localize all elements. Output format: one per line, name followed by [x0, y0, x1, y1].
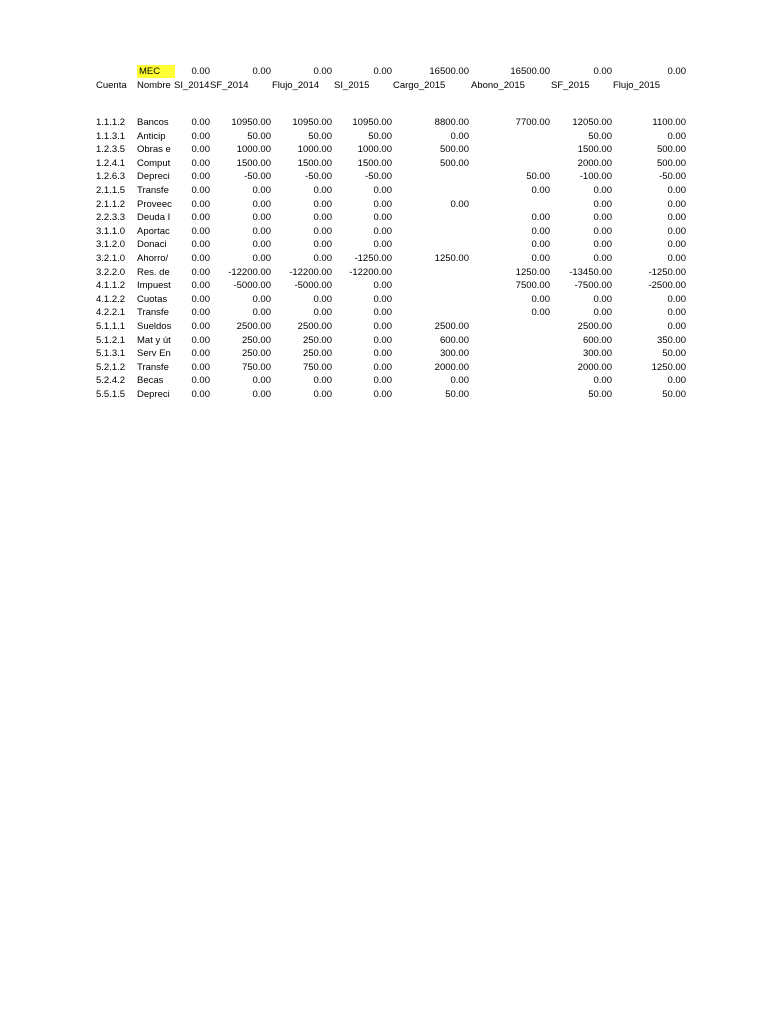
- table-row: [0, 211, 768, 224]
- nombre-cell[interactable]: Depreci: [137, 171, 170, 183]
- sf-2015-cell[interactable]: 0.00: [593, 198, 612, 210]
- total-si-2015[interactable]: 0.00: [373, 66, 392, 77]
- nombre-cell[interactable]: Depreci: [137, 389, 170, 400]
- cargo-2015-cell[interactable]: [392, 211, 469, 224]
- table-row: [0, 225, 768, 238]
- flujo-2015-cell[interactable]: -50.00: [659, 171, 686, 183]
- table-row: [0, 266, 768, 279]
- header-si-2015[interactable]: SI_2015: [334, 80, 370, 91]
- si-2014-cell[interactable]: 0.00: [191, 307, 210, 319]
- si-2014-cell[interactable]: 0.00: [191, 334, 210, 346]
- cuenta-cell[interactable]: 3.1.2.0: [96, 239, 126, 251]
- total-flujo-2014[interactable]: 0.00: [313, 66, 332, 77]
- total-cargo-2015[interactable]: 16500.00: [429, 66, 469, 77]
- sf-2015-cell[interactable]: 50.00: [588, 130, 612, 142]
- abono-2015-cell[interactable]: 0.00: [531, 185, 550, 196]
- nombre-cell[interactable]: Transfe: [137, 185, 169, 196]
- header-flujo-2014[interactable]: Flujo_2014: [272, 80, 320, 91]
- flujo-2015-cell[interactable]: 0.00: [667, 293, 686, 305]
- cuenta-cell[interactable]: 3.1.1.0: [96, 225, 126, 237]
- sf-2015-cell[interactable]: 0.00: [593, 225, 612, 237]
- mec-label-cell[interactable]: MEC: [137, 65, 175, 78]
- si-2015-cell[interactable]: 0.00: [373, 321, 392, 332]
- cuenta-cell[interactable]: 1.2.6.3: [96, 171, 126, 183]
- total-si-2014[interactable]: 0.00: [191, 66, 210, 77]
- cargo-2015-cell[interactable]: 8800.00: [434, 117, 469, 128]
- sf-2015-cell[interactable]: 2000.00: [577, 157, 612, 169]
- flujo-2014-cell[interactable]: 250.00: [302, 348, 332, 360]
- nombre-cell[interactable]: Bancos: [137, 117, 169, 128]
- sf-2014-cell[interactable]: -50.00: [244, 171, 271, 183]
- sf-2014-cell[interactable]: 1500.00: [236, 157, 271, 169]
- abono-2015-cell[interactable]: [469, 320, 550, 333]
- cuenta-cell[interactable]: 1.2.4.1: [96, 157, 126, 169]
- flujo-2015-cell[interactable]: 1250.00: [651, 361, 686, 373]
- nombre-cell[interactable]: Sueldos: [137, 321, 172, 332]
- si-2015-cell[interactable]: 0.00: [373, 280, 392, 292]
- flujo-2015-cell[interactable]: 0.00: [667, 321, 686, 332]
- sf-2015-cell[interactable]: -13450.00: [569, 266, 612, 278]
- cuenta-cell[interactable]: 4.1.1.2: [96, 280, 126, 292]
- nombre-cell[interactable]: Aportac: [137, 225, 170, 237]
- si-2015-cell[interactable]: 0.00: [373, 334, 392, 346]
- cargo-2015-cell[interactable]: 0.00: [450, 375, 469, 387]
- si-2015-cell[interactable]: 0.00: [373, 348, 392, 360]
- cuenta-cell[interactable]: 1.1.3.1: [96, 130, 126, 142]
- si-2015-cell[interactable]: 0.00: [373, 361, 392, 373]
- sf-2015-cell[interactable]: 0.00: [593, 185, 612, 196]
- cuenta-cell[interactable]: 5.1.1.1: [96, 321, 126, 332]
- flujo-2014-cell[interactable]: 0.00: [313, 225, 332, 237]
- abono-2015-cell[interactable]: 7500.00: [515, 280, 550, 292]
- nombre-cell[interactable]: Donaci: [137, 239, 167, 251]
- flujo-2015-cell[interactable]: 500.00: [656, 144, 686, 156]
- cargo-2015-cell[interactable]: 500.00: [439, 157, 469, 169]
- flujo-2014-cell[interactable]: 50.00: [308, 130, 332, 142]
- si-2014-cell[interactable]: 0.00: [191, 361, 210, 373]
- cuenta-cell[interactable]: 1.1.1.2: [96, 117, 126, 128]
- si-2015-cell[interactable]: 50.00: [368, 130, 392, 142]
- sf-2014-cell[interactable]: 0.00: [252, 212, 271, 224]
- header-flujo-2015[interactable]: Flujo_2015: [613, 80, 661, 91]
- flujo-2015-cell[interactable]: 0.00: [667, 185, 686, 196]
- header-cuenta[interactable]: Cuenta: [96, 80, 127, 91]
- flujo-2014-cell[interactable]: 750.00: [302, 361, 332, 373]
- sf-2015-cell[interactable]: 0.00: [593, 293, 612, 305]
- nombre-cell[interactable]: Transfe: [137, 361, 169, 373]
- flujo-2015-cell[interactable]: 0.00: [667, 253, 686, 264]
- si-2015-cell[interactable]: 0.00: [373, 307, 392, 319]
- si-2015-cell[interactable]: 0.00: [373, 239, 392, 251]
- total-sf-2015[interactable]: 0.00: [593, 66, 612, 77]
- cuenta-cell[interactable]: 3.2.2.0: [96, 266, 126, 278]
- nombre-cell[interactable]: Mat y út: [137, 334, 171, 346]
- sf-2014-cell[interactable]: 0.00: [252, 225, 271, 237]
- abono-2015-cell[interactable]: [469, 334, 550, 347]
- si-2014-cell[interactable]: 0.00: [191, 375, 210, 387]
- cuenta-cell[interactable]: 2.2.3.3: [96, 212, 126, 224]
- sf-2014-cell[interactable]: 0.00: [252, 375, 271, 387]
- header-nombre[interactable]: Nombre: [137, 80, 171, 91]
- cuenta-cell[interactable]: 5.1.3.1: [96, 348, 126, 360]
- flujo-2014-cell[interactable]: 1000.00: [297, 144, 332, 156]
- sf-2015-cell[interactable]: 0.00: [593, 375, 612, 387]
- cargo-2015-cell[interactable]: [392, 293, 469, 306]
- sf-2015-cell[interactable]: 0.00: [593, 212, 612, 224]
- table-row: [0, 374, 768, 387]
- si-2014-cell[interactable]: 0.00: [191, 239, 210, 251]
- nombre-cell[interactable]: Impuest: [137, 280, 171, 292]
- si-2014-cell[interactable]: 0.00: [191, 225, 210, 237]
- abono-2015-cell[interactable]: [469, 130, 550, 143]
- total-sf-2014[interactable]: 0.00: [252, 66, 271, 77]
- table-row: [0, 116, 768, 129]
- flujo-2014-cell[interactable]: 0.00: [313, 375, 332, 387]
- flujo-2015-cell[interactable]: 0.00: [667, 225, 686, 237]
- cuenta-cell[interactable]: 5.5.1.5: [96, 389, 126, 400]
- nombre-cell[interactable]: Deuda I: [137, 212, 171, 224]
- si-2015-cell[interactable]: 0.00: [373, 212, 392, 224]
- si-2015-cell[interactable]: 1000.00: [357, 144, 392, 156]
- nombre-cell[interactable]: Res. de: [137, 266, 170, 278]
- cargo-2015-cell[interactable]: 1250.00: [434, 253, 469, 264]
- table-row: [0, 170, 768, 183]
- si-2014-cell[interactable]: 0.00: [191, 253, 210, 264]
- table-row: [0, 306, 768, 319]
- sf-2014-cell[interactable]: 0.00: [252, 389, 271, 400]
- si-2015-cell[interactable]: 1500.00: [357, 157, 392, 169]
- sf-2014-cell[interactable]: 1000.00: [236, 144, 271, 156]
- flujo-2014-cell[interactable]: 0.00: [313, 239, 332, 251]
- table-row: [0, 279, 768, 292]
- si-2015-cell[interactable]: 0.00: [373, 198, 392, 210]
- cargo-2015-cell[interactable]: [392, 306, 469, 319]
- abono-2015-cell[interactable]: 0.00: [531, 293, 550, 305]
- flujo-2015-cell[interactable]: 350.00: [656, 334, 686, 346]
- table-row: [0, 238, 768, 251]
- si-2015-cell[interactable]: 10950.00: [352, 117, 392, 128]
- abono-2015-cell[interactable]: 50.00: [526, 171, 550, 183]
- flujo-2015-cell[interactable]: 0.00: [667, 130, 686, 142]
- sf-2015-cell[interactable]: 2500.00: [577, 321, 612, 332]
- flujo-2014-cell[interactable]: 0.00: [313, 389, 332, 400]
- nombre-cell[interactable]: Comput: [137, 157, 171, 169]
- nombre-cell[interactable]: Becas: [137, 375, 164, 387]
- flujo-2014-cell[interactable]: 2500.00: [297, 321, 332, 332]
- sf-2014-cell[interactable]: 0.00: [252, 253, 271, 264]
- nombre-cell[interactable]: Ahorro/: [137, 253, 169, 264]
- table-row: [0, 143, 768, 156]
- flujo-2015-cell[interactable]: 0.00: [667, 239, 686, 251]
- header-si-2014[interactable]: SI_2014: [174, 80, 210, 91]
- nombre-cell[interactable]: Proveec: [137, 198, 172, 210]
- table-row: [0, 130, 768, 143]
- sf-2015-cell[interactable]: 600.00: [582, 334, 612, 346]
- nombre-cell[interactable]: Anticip: [137, 130, 166, 142]
- abono-2015-cell[interactable]: [469, 347, 550, 360]
- header-row: [0, 79, 768, 92]
- si-2015-cell[interactable]: -12200.00: [349, 266, 392, 278]
- cuenta-cell[interactable]: 3.2.1.0: [96, 253, 126, 264]
- sf-2014-cell[interactable]: 250.00: [241, 348, 271, 360]
- cuenta-cell[interactable]: 5.1.2.1: [96, 334, 126, 346]
- flujo-2014-cell[interactable]: 0.00: [313, 198, 332, 210]
- si-2015-cell[interactable]: 0.00: [373, 225, 392, 237]
- table-row: [0, 198, 768, 211]
- table-row: [0, 347, 768, 360]
- flujo-2014-cell[interactable]: 0.00: [313, 253, 332, 264]
- cargo-2015-cell[interactable]: [392, 184, 469, 197]
- abono-2015-cell[interactable]: [469, 388, 550, 401]
- cargo-2015-cell[interactable]: 2500.00: [434, 321, 469, 332]
- abono-2015-cell[interactable]: [469, 157, 550, 170]
- abono-2015-cell[interactable]: 0.00: [531, 239, 550, 251]
- abono-2015-cell[interactable]: [469, 143, 550, 156]
- si-2015-cell[interactable]: 0.00: [373, 389, 392, 400]
- abono-2015-cell[interactable]: 0.00: [531, 253, 550, 264]
- si-2015-cell[interactable]: 0.00: [373, 375, 392, 387]
- sf-2015-cell[interactable]: 2000.00: [577, 361, 612, 373]
- sf-2014-cell[interactable]: 2500.00: [236, 321, 271, 332]
- si-2015-cell[interactable]: -50.00: [365, 171, 392, 183]
- cargo-2015-cell[interactable]: 0.00: [450, 130, 469, 142]
- abono-2015-cell[interactable]: 0.00: [531, 225, 550, 237]
- si-2014-cell[interactable]: 0.00: [191, 185, 210, 196]
- flujo-2014-cell[interactable]: -50.00: [305, 171, 332, 183]
- sf-2015-cell[interactable]: 0.00: [593, 239, 612, 251]
- sf-2014-cell[interactable]: -5000.00: [233, 280, 271, 292]
- sf-2014-cell[interactable]: 50.00: [247, 130, 271, 142]
- flujo-2015-cell[interactable]: 50.00: [662, 348, 686, 360]
- sf-2014-cell[interactable]: 0.00: [252, 198, 271, 210]
- flujo-2015-cell[interactable]: 500.00: [656, 157, 686, 169]
- nombre-cell[interactable]: Obras e: [137, 144, 171, 156]
- cuenta-cell[interactable]: 4.2.2.1: [96, 307, 126, 319]
- abono-2015-cell[interactable]: [469, 361, 550, 374]
- flujo-2014-cell[interactable]: -5000.00: [294, 280, 332, 292]
- flujo-2015-cell[interactable]: 0.00: [667, 198, 686, 210]
- flujo-2015-cell[interactable]: 0.00: [667, 375, 686, 387]
- cargo-2015-cell[interactable]: [392, 225, 469, 238]
- header-cargo-2015[interactable]: Cargo_2015: [393, 80, 446, 91]
- nombre-cell[interactable]: Transfe: [137, 307, 169, 319]
- sf-2014-cell[interactable]: 0.00: [252, 185, 271, 196]
- sf-2015-cell[interactable]: -7500.00: [574, 280, 612, 292]
- cuenta-cell[interactable]: 2.1.1.2: [96, 198, 126, 210]
- flujo-2014-cell[interactable]: 1500.00: [297, 157, 332, 169]
- si-2014-cell[interactable]: 0.00: [191, 144, 210, 156]
- sf-2014-cell[interactable]: 10950.00: [231, 117, 271, 128]
- si-2014-cell[interactable]: 0.00: [191, 280, 210, 292]
- abono-2015-cell[interactable]: 7700.00: [515, 117, 550, 128]
- cargo-2015-cell[interactable]: [392, 266, 469, 279]
- flujo-2014-cell[interactable]: 0.00: [313, 293, 332, 305]
- table-row: [0, 184, 768, 197]
- abono-2015-cell[interactable]: [469, 198, 550, 211]
- cargo-2015-cell[interactable]: [392, 170, 469, 183]
- si-2014-cell[interactable]: 0.00: [191, 321, 210, 332]
- abono-2015-cell[interactable]: 0.00: [531, 212, 550, 224]
- table-row: [0, 334, 768, 347]
- sf-2014-cell[interactable]: -12200.00: [228, 266, 271, 278]
- sf-2015-cell[interactable]: 12050.00: [572, 117, 612, 128]
- total-flujo-2015[interactable]: 0.00: [667, 66, 686, 77]
- cargo-2015-cell[interactable]: 2000.00: [434, 361, 469, 373]
- si-2014-cell[interactable]: 0.00: [191, 117, 210, 128]
- si-2014-cell[interactable]: 0.00: [191, 171, 210, 183]
- cuenta-cell[interactable]: 2.1.1.5: [96, 185, 126, 196]
- table-row: [0, 157, 768, 170]
- cuenta-cell[interactable]: 5.2.4.2: [96, 375, 126, 387]
- flujo-2015-cell[interactable]: 0.00: [667, 307, 686, 319]
- flujo-2014-cell[interactable]: 10950.00: [292, 117, 332, 128]
- si-2015-cell[interactable]: 0.00: [373, 185, 392, 196]
- sf-2015-cell[interactable]: -100.00: [579, 171, 612, 183]
- flujo-2014-cell[interactable]: 0.00: [313, 212, 332, 224]
- nombre-cell[interactable]: Cuotas: [137, 293, 168, 305]
- sf-2015-cell[interactable]: 0.00: [593, 307, 612, 319]
- si-2014-cell[interactable]: 0.00: [191, 266, 210, 278]
- sf-2014-cell[interactable]: 0.00: [252, 239, 271, 251]
- totals-row: [0, 65, 768, 78]
- si-2014-cell[interactable]: 0.00: [191, 293, 210, 305]
- sf-2014-cell[interactable]: 250.00: [241, 334, 271, 346]
- sf-2015-cell[interactable]: 50.00: [588, 389, 612, 400]
- header-abono-2015[interactable]: Abono_2015: [471, 80, 525, 91]
- cargo-2015-cell[interactable]: 500.00: [439, 144, 469, 156]
- flujo-2015-cell[interactable]: -1250.00: [648, 266, 686, 278]
- sf-2014-cell[interactable]: 0.00: [252, 307, 271, 319]
- si-2014-cell[interactable]: 0.00: [191, 348, 210, 360]
- abono-2015-cell[interactable]: 0.00: [531, 307, 550, 319]
- flujo-2015-cell[interactable]: 50.00: [662, 389, 686, 400]
- total-abono-2015[interactable]: 16500.00: [510, 66, 550, 77]
- si-2014-cell[interactable]: 0.00: [191, 157, 210, 169]
- flujo-2015-cell[interactable]: -2500.00: [648, 280, 686, 292]
- flujo-2014-cell[interactable]: 0.00: [313, 307, 332, 319]
- table-row: [0, 293, 768, 306]
- header-sf-2014[interactable]: SF_2014: [210, 80, 249, 91]
- si-2014-cell[interactable]: 0.00: [191, 130, 210, 142]
- flujo-2015-cell[interactable]: 1100.00: [652, 117, 686, 128]
- sf-2015-cell[interactable]: 1500.00: [577, 144, 612, 156]
- sf-2015-cell[interactable]: 0.00: [593, 253, 612, 264]
- table-row: [0, 361, 768, 374]
- nombre-cell[interactable]: Serv En: [137, 348, 171, 360]
- cargo-2015-cell[interactable]: 0.00: [450, 198, 469, 210]
- abono-2015-cell[interactable]: [469, 374, 550, 387]
- table-row: [0, 388, 768, 401]
- cargo-2015-cell[interactable]: 600.00: [439, 334, 469, 346]
- cargo-2015-cell[interactable]: 300.00: [439, 348, 469, 360]
- sf-2015-cell[interactable]: 300.00: [582, 348, 612, 360]
- si-2015-cell[interactable]: 0.00: [373, 293, 392, 305]
- header-sf-2015[interactable]: SF_2015: [551, 80, 590, 91]
- cargo-2015-cell[interactable]: [392, 279, 469, 292]
- flujo-2014-cell[interactable]: 0.00: [313, 185, 332, 196]
- si-2014-cell[interactable]: 0.00: [191, 198, 210, 210]
- flujo-2014-cell[interactable]: 250.00: [302, 334, 332, 346]
- si-2014-cell[interactable]: 0.00: [191, 389, 210, 400]
- sf-2014-cell[interactable]: 0.00: [252, 293, 271, 305]
- cuenta-cell[interactable]: 1.2.3.5: [96, 144, 126, 156]
- cuenta-cell[interactable]: 5.2.1.2: [96, 361, 126, 373]
- table-row: [0, 320, 768, 333]
- cuenta-cell[interactable]: 4.1.2.2: [96, 293, 126, 305]
- si-2015-cell[interactable]: -1250.00: [354, 253, 392, 264]
- flujo-2015-cell[interactable]: 0.00: [667, 212, 686, 224]
- flujo-2014-cell[interactable]: -12200.00: [289, 266, 332, 278]
- abono-2015-cell[interactable]: 1250.00: [515, 266, 550, 278]
- cargo-2015-cell[interactable]: 50.00: [445, 389, 469, 400]
- sf-2014-cell[interactable]: 750.00: [241, 361, 271, 373]
- si-2014-cell[interactable]: 0.00: [191, 212, 210, 224]
- table-row: [0, 252, 768, 265]
- cargo-2015-cell[interactable]: [392, 238, 469, 251]
